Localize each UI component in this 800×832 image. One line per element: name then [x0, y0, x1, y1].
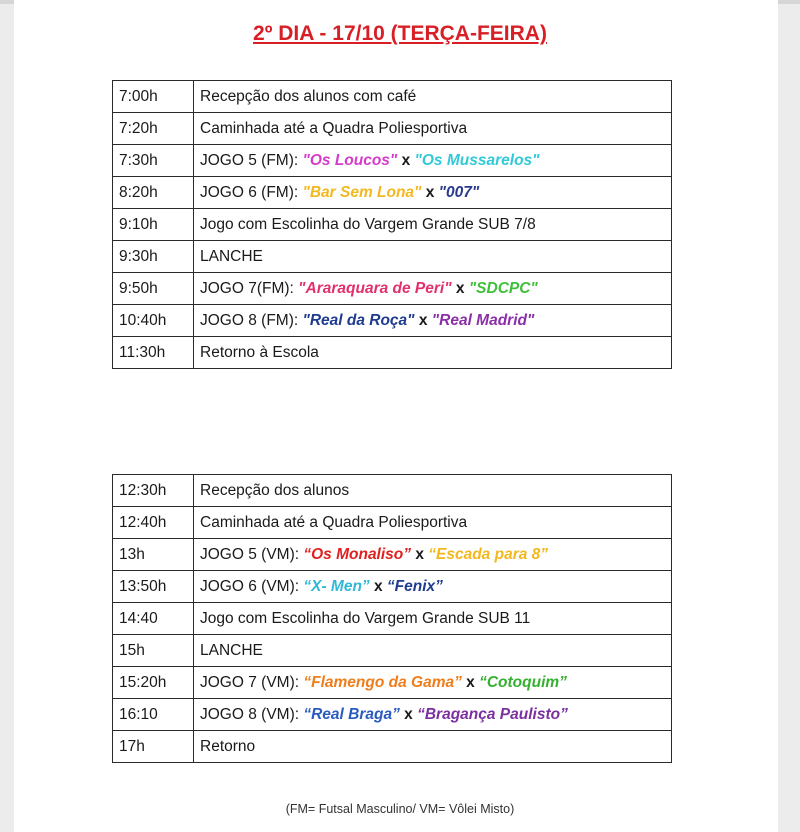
activity-cell: Retorno à Escola	[194, 337, 672, 369]
schedule-row	[113, 273, 672, 305]
game-label: JOGO 6 (VM):	[200, 577, 300, 595]
game-label: JOGO 7(FM):	[200, 279, 294, 297]
versus-mark: x	[415, 545, 424, 563]
schedule-row	[113, 539, 672, 571]
time-cell: 9:30h	[113, 241, 194, 273]
time-cell: 9:10h	[113, 209, 194, 241]
activity-cell: Retorno	[194, 731, 672, 763]
team-name: “Fenix”	[386, 577, 443, 595]
time-cell: 17h	[113, 731, 194, 763]
morning-schedule-table	[112, 80, 672, 369]
activity-cell	[194, 177, 672, 209]
activity-cell	[194, 667, 672, 699]
versus-mark: x	[466, 673, 475, 691]
schedule-row	[113, 699, 672, 731]
schedule-row	[113, 177, 672, 209]
time-cell: 10:40h	[113, 305, 194, 337]
activity-cell: Caminhada até a Quadra Poliesportiva	[194, 113, 672, 145]
schedule-row	[113, 241, 672, 273]
activity-cell	[194, 145, 672, 177]
team-name: "Real da Roça"	[302, 311, 415, 329]
schedule-row	[113, 571, 672, 603]
team-name: “X- Men”	[303, 577, 370, 595]
team-name: "Os Loucos"	[302, 151, 398, 169]
morning-schedule-body	[113, 81, 672, 369]
game-label: JOGO 8 (VM):	[200, 705, 300, 723]
team-name: "Os Mussarelos"	[414, 151, 540, 169]
schedule-row	[113, 603, 672, 635]
time-cell: 8:20h	[113, 177, 194, 209]
team-name: "Bar Sem Lona"	[302, 183, 422, 201]
schedule-row	[113, 305, 672, 337]
versus-mark: x	[418, 311, 428, 329]
schedule-row	[113, 113, 672, 145]
team-name: "007"	[438, 183, 480, 201]
game-label: JOGO 5 (FM):	[200, 151, 299, 169]
team-name: "Araraquara de Peri"	[298, 279, 452, 297]
schedule-row	[113, 145, 672, 177]
game-label: JOGO 7 (VM):	[200, 673, 300, 691]
schedule-row	[113, 475, 672, 507]
page-title: 2º DIA - 17/10 (TERÇA-FEIRA)	[253, 22, 547, 45]
versus-mark: x	[455, 279, 465, 297]
versus-mark: x	[401, 151, 411, 169]
time-cell: 11:30h	[113, 337, 194, 369]
schedule-row	[113, 667, 672, 699]
versus-mark: x	[425, 183, 435, 201]
schedule-row	[113, 81, 672, 113]
team-name: “Bragança Paulisto”	[417, 705, 568, 723]
activity-cell: Recepção dos alunos com café	[194, 81, 672, 113]
time-cell: 15h	[113, 635, 194, 667]
afternoon-schedule-table	[112, 474, 672, 763]
time-cell: 14:40	[113, 603, 194, 635]
activity-cell: Recepção dos alunos	[194, 475, 672, 507]
time-cell: 7:30h	[113, 145, 194, 177]
time-cell: 7:20h	[113, 113, 194, 145]
time-cell: 16:10	[113, 699, 194, 731]
team-name: “Real Braga”	[303, 705, 400, 723]
team-name: “Flamengo da Gama”	[303, 673, 462, 691]
versus-mark: x	[373, 577, 383, 595]
afternoon-schedule-body	[113, 475, 672, 763]
time-cell: 12:30h	[113, 475, 194, 507]
activity-cell	[194, 273, 672, 305]
activity-cell: Jogo com Escolinha do Vargem Grande SUB 7/8	[194, 209, 672, 241]
team-name: "Real Madrid"	[431, 311, 535, 329]
team-name: "SDCPC"	[468, 279, 538, 297]
versus-mark: x	[404, 705, 413, 723]
legend-footnote: (FM= Futsal Masculino/ VM= Vôlei Misto)	[285, 802, 515, 816]
game-label: JOGO 6 (FM):	[200, 183, 299, 201]
schedule-row	[113, 635, 672, 667]
game-label: JOGO 5 (VM):	[200, 545, 300, 563]
time-cell: 15:20h	[113, 667, 194, 699]
time-cell: 13:50h	[113, 571, 194, 603]
time-cell: 13h	[113, 539, 194, 571]
team-name: “Cotoquim”	[479, 673, 567, 691]
team-name: “Os Monaliso”	[303, 545, 412, 563]
schedule-row	[113, 731, 672, 763]
activity-cell	[194, 699, 672, 731]
schedule-row	[113, 209, 672, 241]
activity-cell	[194, 571, 672, 603]
schedule-row	[113, 507, 672, 539]
activity-cell: Caminhada até a Quadra Poliesportiva	[194, 507, 672, 539]
activity-cell	[194, 539, 672, 571]
activity-cell: LANCHE	[194, 635, 672, 667]
activity-cell: Jogo com Escolinha do Vargem Grande SUB 11	[194, 603, 672, 635]
time-cell: 12:40h	[113, 507, 194, 539]
time-cell: 7:00h	[113, 81, 194, 113]
team-name: “Escada para 8”	[428, 545, 549, 563]
schedule-row	[113, 337, 672, 369]
activity-cell	[194, 305, 672, 337]
game-label: JOGO 8 (FM):	[200, 311, 299, 329]
activity-cell: LANCHE	[194, 241, 672, 273]
time-cell: 9:50h	[113, 273, 194, 305]
